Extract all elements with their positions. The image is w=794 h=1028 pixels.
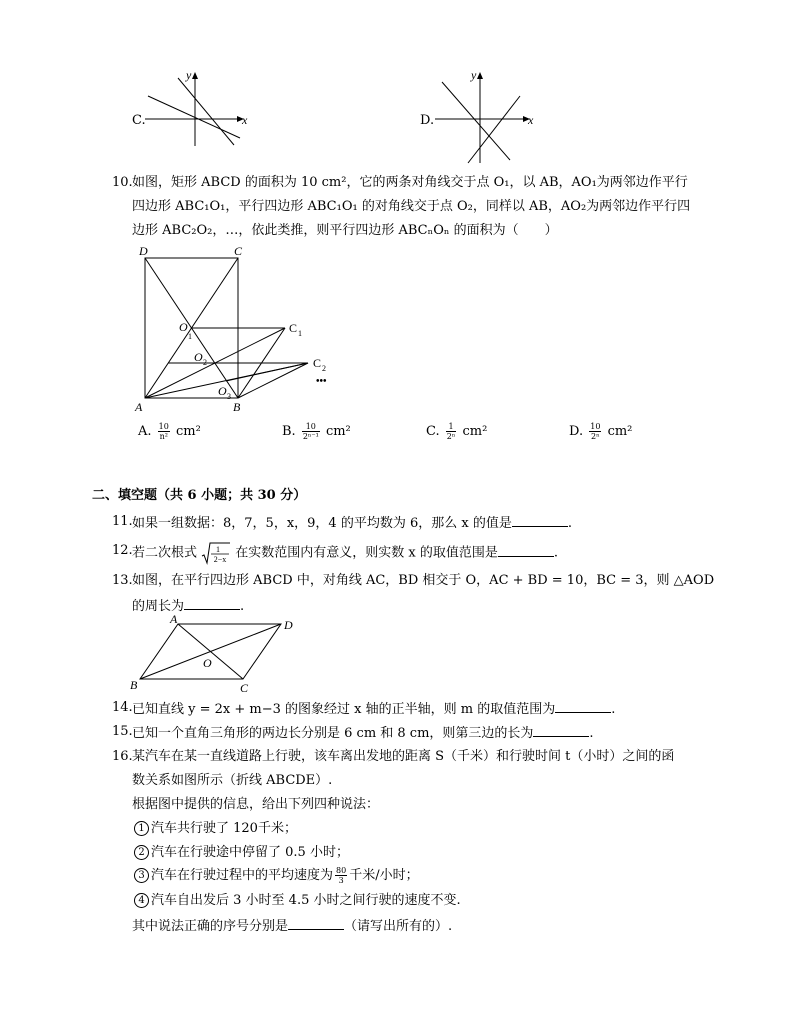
q13-answer-blank[interactable] [184, 595, 240, 610]
q10-label-o1-sub: 1 [188, 332, 192, 341]
q11-text: 如果一组数据：8，7，5，x，9，4 的平均数为 6，那么 x 的值是 . [132, 512, 572, 534]
q10-label-o2: O [194, 350, 203, 364]
q12-radical [201, 541, 231, 565]
q12-answer-blank[interactable] [498, 542, 554, 557]
q10-label-dots: ••• [316, 376, 327, 387]
q12-number: 12. [112, 543, 133, 558]
svg-text:2−x: 2−x [213, 555, 227, 564]
q10-line2: 四边形 ABC₁O₁，平行四边形 ABC₁O₁ 的对角线交于点 O₂，同样以 AB，AO₂为两邻边作平行四 [132, 199, 691, 214]
q10-figure [130, 240, 340, 415]
q13-label-c: C [240, 681, 249, 695]
q15-text: 已知一个直角三角形的两边长分别是 6 cm 和 8 cm，则第三边的长为 . [132, 722, 594, 744]
q13-label-d: D [284, 618, 293, 632]
q10-option-d[interactable]: D. $\frac{10}{\text{2ⁿ}}$ cm² [569, 422, 633, 441]
q11-answer-blank[interactable] [512, 512, 568, 527]
q12-text: 若二次根式 1 2−x 在实数范围内有意义，则实数 x 的取值范围是 . [132, 541, 558, 565]
q10-label-b: B [233, 400, 241, 414]
q16-answer-blank[interactable] [288, 915, 344, 930]
q16-number: 16. [112, 749, 133, 764]
q16-item-4: 4 汽车自出发后 3 小时至 4.5 小时之间行驶的速度不变. [134, 891, 461, 911]
q10-line3: 边形 ABC₂O₂，…，依此类推，则平行四边形 ABCₙOₙ 的面积为（ ） [132, 223, 558, 238]
q16-line3: 根据图中提供的信息，给出下列四种说法： [132, 797, 380, 812]
q16-last-line: 其中说法正确的序号分别是 （请写出所有的）. [132, 915, 452, 937]
q13-number: 13. [112, 573, 133, 588]
q13-figure [128, 612, 298, 696]
option-c-graph [140, 68, 255, 148]
d-axis-y: y [471, 68, 477, 82]
q16-item-3: 3 汽车在行驶过程中的平均速度为 $\frac{80}{3}$ 千米/小时； [134, 866, 419, 886]
q15-number: 15. [112, 724, 133, 739]
q13-line1: 如图，在平行四边形 ABCD 中，对角线 AC，BD 相交于 O，AC + BD = 10，BC = 3，则 △AOD [132, 573, 715, 588]
q10-label-c: C [234, 244, 243, 258]
q10-option-a[interactable]: A. $\frac{10}{\text{n²}}$ cm² [138, 422, 201, 441]
q10-number: 10. [112, 175, 133, 190]
q10-label-o2-sub: 2 [203, 358, 207, 367]
q10-label-o3: O [218, 384, 227, 398]
q13-label-b: B [130, 678, 138, 692]
q10-label-c2-sub: 2 [322, 364, 326, 373]
q11-number: 11. [112, 514, 133, 529]
option-d-graph [430, 68, 540, 168]
q14-answer-blank[interactable] [555, 698, 611, 713]
q10-option-b[interactable]: B. $\frac{10}{\text{2ⁿ⁻¹}}$ cm² [282, 422, 351, 441]
section-2-title: 二、填空题（共 6 小题；共 30 分） [92, 488, 307, 503]
q13-line2: 的周长为 . [132, 595, 244, 617]
q16-item-1: 1 汽车共行驶了 120千米； [134, 819, 297, 839]
q10-label-o3-sub: 3 [227, 392, 231, 401]
q16-item-2: 2 汽车在行驶途中停留了 0.5 小时； [134, 843, 349, 863]
q10-label-o1: O [179, 320, 188, 334]
d-axis-x: x [528, 113, 534, 127]
q16-line2: 数关系如图所示（折线 ABCDE）. [132, 773, 333, 788]
q10-label-d: D [139, 244, 148, 258]
q10-label-a: A [135, 400, 143, 414]
q15-answer-blank[interactable] [533, 722, 589, 737]
c-axis-x: x [242, 113, 248, 127]
q13-label-a: A [170, 612, 178, 626]
q13-label-o: O [203, 656, 212, 670]
option-c-label: C. [132, 113, 146, 128]
q14-number: 14. [112, 700, 133, 715]
c-axis-y: y [186, 68, 192, 82]
svg-text:1: 1 [216, 545, 221, 554]
option-d-label: D. [420, 113, 435, 128]
q10-line1: 如图，矩形 ABCD 的面积为 10 cm²，它的两条对角线交于点 O₁，以 AB，AO₁为两邻边作平行 [132, 175, 688, 190]
q10-label-c1: C [289, 321, 298, 335]
q10-option-c[interactable]: C. $\frac{1}{\text{2ⁿ}}$ cm² [426, 422, 488, 441]
q14-text: 已知直线 y = 2x + m−3 的图象经过 x 轴的正半轴，则 m 的取值范围为 . [132, 698, 615, 720]
q16-line1: 某汽车在某一直线道路上行驶，该车离出发地的距离 S（千米）和行驶时间 t（小时）之间的函 [132, 749, 675, 764]
q10-label-c2: C [313, 356, 322, 370]
q10-label-c1-sub: 1 [298, 329, 302, 338]
